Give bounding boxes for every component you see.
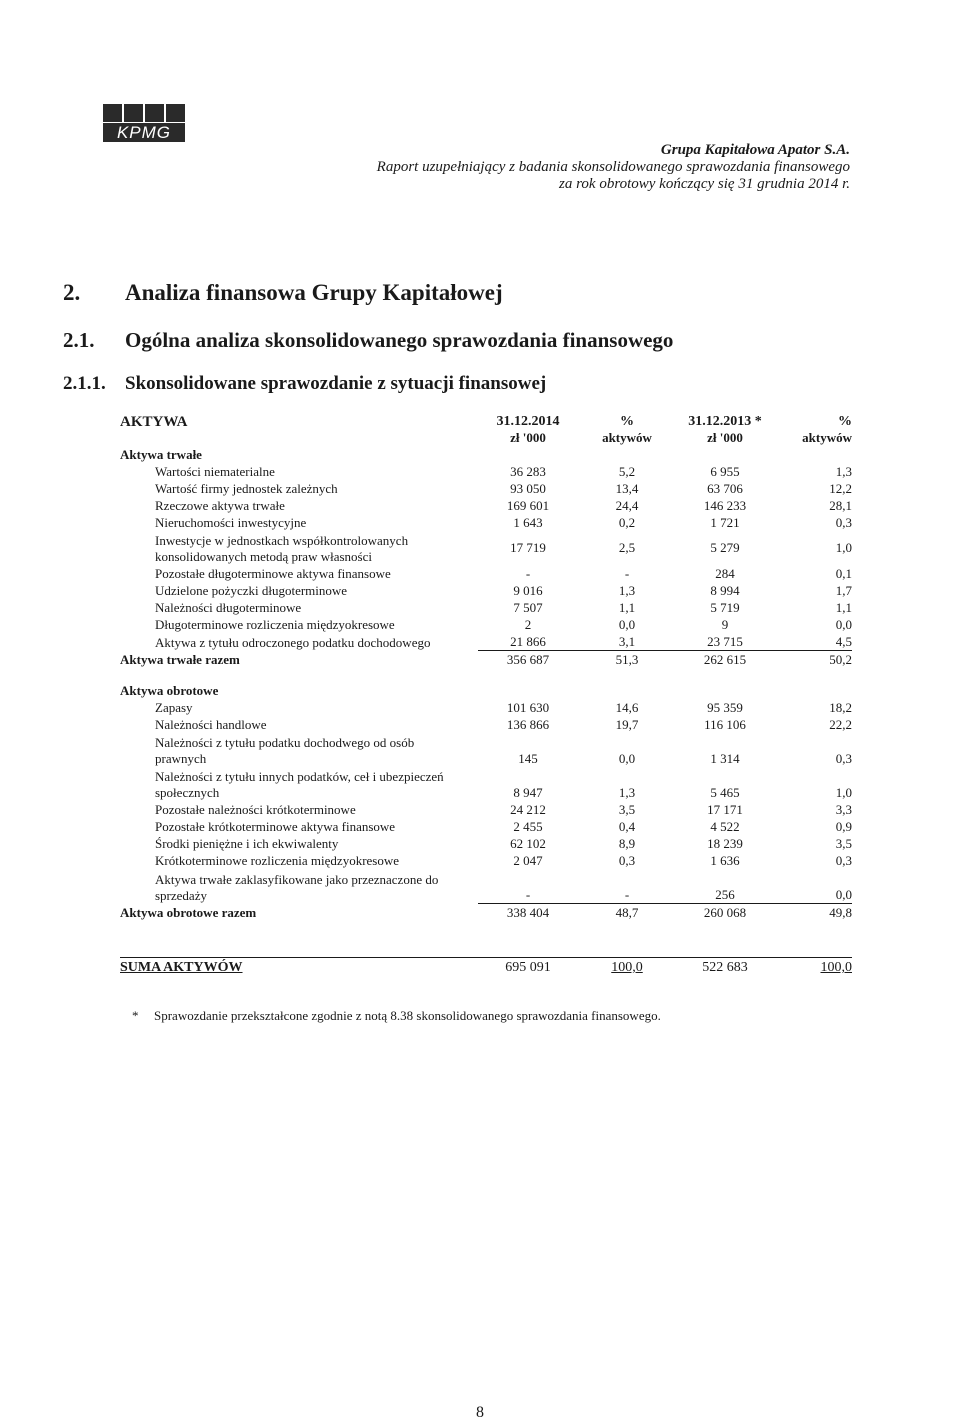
row-label: Krótkoterminowe rozliczenia międzyokresowe <box>155 853 400 868</box>
pct-2013: 12,2 <box>829 481 852 496</box>
pct-2014: 100,0 <box>578 958 676 977</box>
pct-2013: 1,0 <box>835 785 852 800</box>
value-2014: 356 687 <box>506 652 550 667</box>
logo-wordmark: KPMG <box>103 123 185 142</box>
pct-2014: 8,9 <box>618 836 636 851</box>
logo-bars <box>103 104 185 122</box>
value-2014: 136 866 <box>506 717 550 732</box>
pct-2013: 28,1 <box>829 498 852 513</box>
pct-2013: 0,0 <box>774 869 852 904</box>
section-number: 2.1. <box>63 328 95 352</box>
value-2014: 169 601 <box>506 498 550 513</box>
value-2013: 95 359 <box>707 700 743 715</box>
group-header-current-assets: Aktywa obrotowe <box>120 683 219 698</box>
pct-2013: 1,0 <box>835 540 852 555</box>
value-2013: 4 522 <box>710 819 740 834</box>
value-2013: 116 106 <box>704 717 746 732</box>
value-2013: 63 706 <box>707 481 743 496</box>
table-row <box>120 852 852 869</box>
col-header-pct-2013: % <box>838 414 852 429</box>
value-2013: 18 239 <box>707 836 743 851</box>
header-report-title: Raport uzupełniający z badania skonsolidowanego sprawozdania finansowego <box>376 159 850 175</box>
kpmg-logo <box>103 104 185 144</box>
value-2014: 93 050 <box>510 481 546 496</box>
value-2013: 1 314 <box>710 751 740 766</box>
row-label: Aktywa trwałe zaklasyfikowane jako przeznaczone do sprzedaży <box>155 871 439 903</box>
pct-2014: 13,4 <box>615 481 639 496</box>
section-title: Skonsolidowane sprawozdanie z sytuacji finansowej <box>125 373 547 394</box>
col-unit-pct-2013: aktywów <box>802 430 852 445</box>
table-row <box>120 582 852 599</box>
pct-2014: - <box>578 869 676 904</box>
pct-2014: 1,3 <box>618 583 636 598</box>
section-title: Analiza finansowa Grupy Kapitałowej <box>125 280 503 305</box>
value-2013: 256 <box>676 869 774 904</box>
pct-2013: 0,3 <box>835 515 852 530</box>
table-row <box>120 801 852 818</box>
col-header-date-2014: 31.12.2014 <box>496 414 560 429</box>
pct-2013: 3,3 <box>835 802 852 817</box>
value-2013: 260 068 <box>703 905 747 920</box>
pct-2014: 0,4 <box>618 819 636 834</box>
subtotal-row-current-assets <box>120 904 852 922</box>
pct-2013: 4,5 <box>774 633 852 651</box>
value-2013: 262 615 <box>703 652 747 667</box>
value-2013: 522 683 <box>676 958 774 977</box>
row-label: Wartości niematerialne <box>155 464 275 479</box>
table-row <box>120 480 852 497</box>
footnote <box>132 1008 661 1024</box>
table-row <box>120 869 852 904</box>
logo-bar <box>124 104 143 122</box>
value-2014: 62 102 <box>510 836 546 851</box>
pct-2013: 100,0 <box>774 958 852 977</box>
row-label: Środki pieniężne i ich ekwiwalenty <box>155 836 339 851</box>
value-2014: 9 016 <box>513 583 543 598</box>
pct-2013: 0,0 <box>835 617 852 632</box>
value-2014: 2 047 <box>513 853 543 868</box>
pct-2014: 5,2 <box>618 464 636 479</box>
pct-2014: 2,5 <box>618 540 636 555</box>
pct-2013: 18,2 <box>829 700 852 715</box>
table-row <box>120 699 852 716</box>
row-label: Aktywa z tytułu odroczonego podatku dochodowego <box>155 634 431 650</box>
value-2014: 101 630 <box>506 700 550 715</box>
logo-bar <box>145 104 164 122</box>
table-title: AKTYWA <box>120 414 188 430</box>
pct-2013: 3,5 <box>835 836 852 851</box>
pct-2013: 50,2 <box>829 652 852 667</box>
section-number: 2.1.1. <box>63 373 106 394</box>
value-2013: 9 <box>721 617 729 632</box>
document-header <box>377 142 850 193</box>
value-2013: 146 233 <box>703 498 747 513</box>
value-2014: 24 212 <box>510 802 546 817</box>
value-2014: - <box>478 869 578 904</box>
section-title: Ogólna analiza skonsolidowanego sprawozdania finansowego <box>125 328 674 352</box>
section-number: 2. <box>63 280 81 305</box>
section-heading-2 <box>63 328 673 353</box>
footnote-marker: * <box>132 1008 139 1023</box>
pct-2013: 0,1 <box>835 566 852 581</box>
pct-2014: 0,2 <box>618 515 636 530</box>
value-2014: 695 091 <box>478 958 578 977</box>
header-company: Grupa Kapitałowa Apator S.A. <box>660 142 850 158</box>
pct-2013: 1,3 <box>835 464 852 479</box>
row-label: Należności z tytułu podatku dochodwego od osób prawnych <box>155 735 415 766</box>
table-row <box>120 633 852 651</box>
row-label: Udzielone pożyczki długoterminowe <box>155 583 348 598</box>
pct-2014: 0,3 <box>618 853 636 868</box>
row-label: Aktywa obrotowe razem <box>120 905 257 920</box>
pct-2014: 48,7 <box>615 905 639 920</box>
value-2014: 2 455 <box>513 819 543 834</box>
grand-total-row <box>120 958 852 977</box>
value-2013: 1 636 <box>710 853 740 868</box>
value-2013: 5 279 <box>710 540 740 555</box>
row-label: Należności z tytułu innych podatków, ceł i ubezpieczeń społecznych <box>155 769 444 800</box>
pct-2014: - <box>624 566 630 581</box>
table-row <box>120 835 852 852</box>
row-label: Rzeczowe aktywa trwałe <box>155 498 285 513</box>
pct-2014: 3,1 <box>578 633 676 651</box>
value-2014: 7 507 <box>513 600 543 615</box>
value-2014: 338 404 <box>506 905 550 920</box>
value-2014: - <box>525 566 531 581</box>
col-unit-pct-2014: aktywów <box>602 430 652 445</box>
value-2013: 8 994 <box>710 583 740 598</box>
pct-2014: 51,3 <box>615 652 639 667</box>
pct-2014: 19,7 <box>615 717 639 732</box>
grand-total-label: SUMA AKTYWÓW <box>120 958 478 977</box>
table-row <box>120 599 852 616</box>
pct-2013: 49,8 <box>829 905 852 920</box>
table-row <box>120 531 852 565</box>
table-row <box>120 716 852 733</box>
pct-2013: 0,3 <box>835 751 852 766</box>
row-label: Aktywa trwałe razem <box>120 652 240 667</box>
pct-2014: 0,0 <box>618 617 636 632</box>
pct-2014: 14,6 <box>615 700 639 715</box>
value-2014: 145 <box>518 751 538 766</box>
row-label: Pozostałe krótkoterminowe aktywa finansowe <box>155 819 396 834</box>
value-2013: 17 171 <box>707 802 743 817</box>
row-label: Pozostałe należności krótkoterminowe <box>155 802 356 817</box>
table-row <box>120 767 852 801</box>
subtotal-row-fixed-assets <box>120 651 852 669</box>
row-label: Wartość firmy jednostek zależnych <box>155 481 338 496</box>
pct-2013: 0,9 <box>835 819 852 834</box>
value-2014: 17 719 <box>510 540 546 555</box>
header-report-period: za rok obrotowy kończący się 31 grudnia 2014 r. <box>559 176 850 192</box>
footnote-text: Sprawozdanie przekształcone zgodnie z notą 8.38 skonsolidowanego sprawozdania finansowego. <box>154 1008 661 1023</box>
value-2013: 6 955 <box>710 464 740 479</box>
value-2014: 8 947 <box>513 785 543 800</box>
logo-bar <box>103 104 122 122</box>
section-heading-1 <box>63 280 503 306</box>
pct-2014: 1,3 <box>618 785 636 800</box>
pct-2013: 22,2 <box>829 717 852 732</box>
table-row <box>120 818 852 835</box>
pct-2013: 0,3 <box>835 853 852 868</box>
row-label: Inwestycje w jednostkach współkontrolowanych konsolidowanych metodą praw własności <box>155 533 409 564</box>
col-unit-2013: zł '000 <box>707 430 743 445</box>
row-label: Nieruchomości inwestycyjne <box>155 515 307 530</box>
value-2013: 23 715 <box>676 633 774 651</box>
pct-2013: 1,1 <box>835 600 852 615</box>
row-label: Pozostałe długoterminowe aktywa finansowe <box>155 566 391 581</box>
row-label: Zapasy <box>155 700 193 715</box>
pct-2014: 24,4 <box>615 498 639 513</box>
row-label: Należności handlowe <box>155 717 267 732</box>
value-2014: 2 <box>524 617 532 632</box>
value-2013: 284 <box>715 566 735 581</box>
pct-2013: 1,7 <box>835 583 852 598</box>
row-label: Należności długoterminowe <box>155 600 302 615</box>
value-2013: 1 721 <box>710 515 740 530</box>
group-header-fixed-assets: Aktywa trwałe <box>120 447 202 462</box>
table-row <box>120 463 852 480</box>
table-row <box>120 514 852 531</box>
col-header-pct-2014: % <box>620 414 634 429</box>
value-2014: 21 866 <box>478 633 578 651</box>
table-row <box>120 733 852 767</box>
value-2013: 5 719 <box>710 600 740 615</box>
page-number: 8 <box>476 1404 484 1421</box>
logo-bar <box>166 104 185 122</box>
row-label: Długoterminowe rozliczenia międzyokresowe <box>155 617 395 632</box>
value-2014: 1 643 <box>513 515 543 530</box>
table-row <box>120 497 852 514</box>
pct-2014: 3,5 <box>618 802 636 817</box>
balance-sheet-table <box>120 414 852 976</box>
col-header-date-2013: 31.12.2013 * <box>688 414 762 429</box>
table-row <box>120 616 852 633</box>
value-2014: 36 283 <box>510 464 546 479</box>
value-2013: 5 465 <box>710 785 740 800</box>
pct-2014: 0,0 <box>618 751 636 766</box>
pct-2014: 1,1 <box>618 600 636 615</box>
table-row <box>120 565 852 582</box>
section-heading-3 <box>63 373 546 395</box>
col-unit-2014: zł '000 <box>510 430 546 445</box>
